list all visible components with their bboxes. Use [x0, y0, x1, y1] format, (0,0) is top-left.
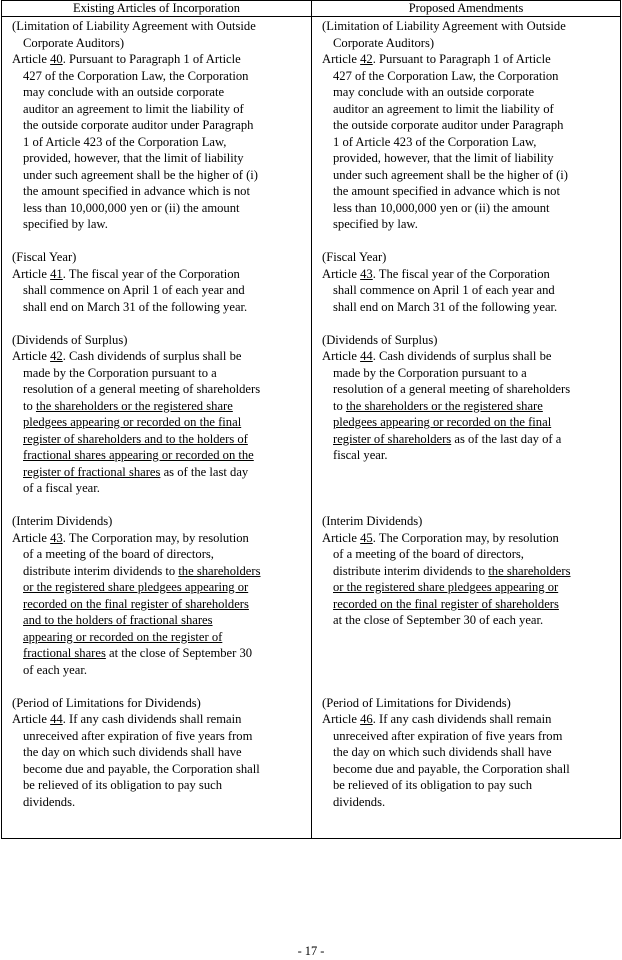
article-text-line [322, 101, 616, 118]
underlined-text: and to the holders of fractional shares [23, 613, 213, 627]
article-text-line [322, 216, 616, 233]
article-text-line [12, 414, 308, 431]
article-text-line [322, 68, 616, 85]
text-segment: may conclude with an outside corporate [333, 85, 535, 99]
text-segment: . The Corporation may, by resolution [62, 530, 249, 545]
text-segment: the amount specified in advance which is not [23, 184, 250, 198]
article-text-line [12, 431, 308, 448]
article-text-line [12, 728, 308, 745]
text-segment: under such agreement shall be the higher of (i) [23, 167, 258, 182]
article-text-line [12, 35, 308, 52]
text-segment: to [23, 398, 36, 413]
text-segment: . The fiscal year of the Corporation [62, 266, 240, 281]
underlined-text: 44 [360, 349, 373, 363]
article-text-line [12, 579, 308, 596]
article-text-line [322, 794, 616, 811]
article-text-line [12, 183, 308, 200]
text-segment: the day on which such dividends shall have [23, 745, 242, 759]
article-text-line [12, 530, 308, 547]
article-heading: (Period of Limitations for Dividends) [12, 695, 201, 710]
underlined-text: 44 [50, 712, 63, 726]
text-segment: be relieved of its obligation to pay such [333, 778, 533, 792]
text-segment: less than 10,000,000 yen or (ii) the amount [23, 200, 240, 215]
text-segment: provided, however, that the limit of liability [23, 151, 244, 165]
text-segment: . If any cash dividends shall remain [62, 712, 242, 726]
underlined-text: 41 [50, 266, 63, 281]
text-segment: . Pursuant to Paragraph 1 of Article [62, 52, 241, 66]
text-segment: Article [322, 530, 361, 545]
text-segment: . Pursuant to Paragraph 1 of Article [372, 52, 551, 66]
underlined-text: recorded on the final register of shareholders [333, 596, 559, 611]
article-heading: (Dividends of Surplus) [12, 332, 128, 347]
article-text-line [12, 299, 308, 316]
text-segment: made by the Corporation pursuant to a [23, 365, 217, 380]
existing-articles-column [12, 18, 308, 827]
underlined-text: register of shareholders [333, 431, 452, 446]
article-text-line [12, 761, 308, 778]
article-text-line [12, 612, 308, 629]
article-text-line [322, 563, 616, 580]
text-segment: at the close of September 30 of each year. [333, 613, 544, 627]
text-segment: Article [322, 712, 361, 726]
article-text-line [322, 134, 616, 151]
article-text-line [12, 711, 308, 728]
article-text-line [12, 216, 308, 233]
underlined-text: 43 [50, 530, 63, 545]
text-segment: specified by law. [23, 217, 108, 231]
underlined-text: 43 [360, 266, 373, 281]
text-segment: Article [12, 349, 51, 363]
underlined-text: recorded on the final register of shareholders [23, 596, 249, 611]
text-segment: 427 of the Corporation Law, the Corporation [333, 68, 559, 83]
text-segment: . If any cash dividends shall remain [372, 712, 552, 726]
text-segment: Article [12, 712, 51, 726]
article-text-line [12, 794, 308, 811]
text-segment: the amount specified in advance which is not [333, 184, 560, 198]
article-text-line [322, 299, 616, 316]
text-segment: fiscal year. [333, 448, 388, 462]
article-text-line [322, 35, 616, 52]
text-segment: Corporate Auditors) [23, 35, 125, 50]
underlined-text: register of shareholders and to the holders of [23, 431, 248, 446]
underlined-text: or the registered share pledgees appearing or [333, 580, 559, 594]
text-segment: to [333, 398, 346, 413]
article-text-line [322, 480, 616, 497]
article-text-line [322, 414, 616, 431]
text-segment: 1 of Article 423 of the Corporation Law, [333, 134, 537, 149]
article-text-line [322, 266, 616, 283]
text-segment: specified by law. [333, 217, 418, 231]
text-segment: the day on which such dividends shall have [333, 745, 552, 759]
text-segment: as of the last day [160, 464, 249, 479]
article-text-line [12, 348, 308, 365]
underlined-text: register of fractional shares [23, 464, 161, 479]
page-number: - 17 - [297, 944, 325, 958]
article-block [12, 332, 308, 497]
text-segment: of a meeting of the board of directors, [333, 547, 524, 561]
text-segment: unreceived after expiration of five years from [23, 728, 253, 743]
text-segment: . The Corporation may, by resolution [372, 530, 559, 545]
underlined-text: the shareholders or the registered share [35, 398, 233, 413]
underlined-text: 46 [360, 712, 373, 726]
text-segment: made by the Corporation pursuant to a [333, 365, 527, 380]
article-text-line [12, 777, 308, 794]
text-segment: resolution of a general meeting of shareholders [23, 382, 261, 396]
article-text-line [12, 464, 308, 481]
text-segment: distribute interim dividends to [333, 563, 489, 578]
underlined-text: or the registered share pledgees appearing or [23, 580, 249, 594]
article-heading: (Limitation of Liability Agreement with Outside [322, 19, 566, 33]
article-text-line [12, 398, 308, 415]
article-text-line [12, 68, 308, 85]
article-text-line [322, 381, 616, 398]
article-block [322, 18, 616, 233]
text-segment: less than 10,000,000 yen or (ii) the amount [333, 200, 550, 215]
article-heading: (Limitation of Liability Agreement with Outside [12, 19, 256, 33]
comparison-table [1, 0, 621, 839]
text-segment: . The fiscal year of the Corporation [372, 266, 550, 281]
text-segment: . Cash dividends of surplus shall be [62, 349, 242, 363]
article-text-line [12, 447, 308, 464]
article-text-line [322, 612, 616, 629]
column-divider [311, 1, 312, 838]
text-segment: under such agreement shall be the higher of (i) [333, 167, 568, 182]
article-text-line [12, 365, 308, 382]
article-text-line [322, 530, 616, 547]
article-heading: (Fiscal Year) [322, 250, 387, 264]
article-block [12, 249, 308, 315]
article-text-line [12, 150, 308, 167]
proposed-amendments-column [322, 18, 616, 827]
text-segment: 1 of Article 423 of the Corporation Law, [23, 134, 227, 149]
header-existing-articles: Existing Articles of Incorporation [73, 1, 240, 15]
text-segment: Article [12, 530, 51, 545]
article-text-line [322, 728, 616, 745]
article-text-line [12, 645, 308, 662]
article-text-line [12, 381, 308, 398]
article-text-line [322, 464, 616, 481]
text-segment: at the close of September 30 [105, 646, 253, 660]
article-block [12, 18, 308, 233]
text-segment: auditor an agreement to limit the liability of [333, 101, 554, 116]
underlined-text: pledgees appearing or recorded on the final [333, 415, 552, 429]
text-segment: Article [322, 52, 361, 66]
underlined-text: fractional shares appearing or recorded on the [23, 448, 254, 462]
text-segment: dividends. [333, 794, 386, 809]
article-text-line [322, 282, 616, 299]
article-text-line [12, 629, 308, 646]
underlined-text: appearing or recorded on the register of [23, 629, 223, 644]
article-heading: (Interim Dividends) [12, 514, 113, 528]
text-segment: Article [322, 349, 361, 363]
article-text-line [322, 662, 616, 679]
article-text-line [12, 134, 308, 151]
text-segment: the outside corporate auditor under Paragraph [23, 118, 254, 132]
underlined-text: the shareholders [488, 563, 571, 578]
article-text-line [322, 777, 616, 794]
text-segment: become due and payable, the Corporation shall [23, 761, 260, 776]
text-segment: the outside corporate auditor under Paragraph [333, 118, 564, 132]
text-segment: of a fiscal year. [23, 481, 100, 495]
article-text-line [322, 711, 616, 728]
article-text-line [322, 447, 616, 464]
article-text-line [12, 101, 308, 118]
article-text-line [322, 365, 616, 382]
article-text-line [12, 282, 308, 299]
text-segment: of a meeting of the board of directors, [23, 547, 214, 561]
underlined-text: 40 [50, 52, 63, 66]
text-segment: shall end on March 31 of the following year. [23, 299, 248, 314]
article-heading: (Period of Limitations for Dividends) [322, 695, 511, 710]
text-segment: may conclude with an outside corporate [23, 85, 225, 99]
text-segment: . Cash dividends of surplus shall be [372, 349, 552, 363]
article-text-line [12, 84, 308, 101]
text-segment: of each year. [23, 662, 87, 677]
underlined-text: the shareholders or the registered share [345, 398, 543, 413]
article-text-line [322, 744, 616, 761]
text-segment: auditor an agreement to limit the liability of [23, 101, 244, 116]
text-segment: unreceived after expiration of five years from [333, 728, 563, 743]
article-text-line [12, 662, 308, 679]
article-text-line [322, 579, 616, 596]
article-text-line [12, 563, 308, 580]
article-text-line [322, 348, 616, 365]
article-heading: (Fiscal Year) [12, 250, 77, 264]
underlined-text: 42 [50, 349, 63, 363]
article-block [12, 513, 308, 678]
article-block [12, 695, 308, 811]
article-text-line [322, 645, 616, 662]
article-text-line [322, 431, 616, 448]
article-text-line [322, 84, 616, 101]
text-segment: provided, however, that the limit of liability [333, 151, 554, 165]
article-text-line [322, 183, 616, 200]
text-segment: as of the last day of a [451, 431, 562, 446]
text-segment: dividends. [23, 794, 76, 809]
article-text-line [12, 266, 308, 283]
article-text-line [322, 398, 616, 415]
article-text-line [12, 51, 308, 68]
text-segment: resolution of a general meeting of shareholders [333, 382, 571, 396]
article-text-line [322, 761, 616, 778]
article-text-line [12, 480, 308, 497]
text-segment: Article [12, 266, 51, 281]
article-text-line [322, 150, 616, 167]
article-text-line [12, 744, 308, 761]
article-text-line [12, 546, 308, 563]
article-text-line [322, 167, 616, 184]
text-segment: distribute interim dividends to [23, 563, 179, 578]
text-segment: be relieved of its obligation to pay such [23, 778, 223, 792]
underlined-text: 45 [360, 530, 373, 545]
article-text-line [12, 596, 308, 613]
underlined-text: the shareholders [178, 563, 261, 578]
article-text-line [322, 546, 616, 563]
article-block [322, 513, 616, 678]
text-segment: shall end on March 31 of the following year. [333, 299, 558, 314]
text-segment: 427 of the Corporation Law, the Corporation [23, 68, 249, 83]
header-proposed-amendments: Proposed Amendments [408, 1, 524, 15]
text-segment: Article [322, 266, 361, 281]
article-text-line [322, 200, 616, 217]
text-segment: become due and payable, the Corporation shall [333, 761, 570, 776]
text-segment: Article [12, 52, 51, 66]
article-text-line [322, 596, 616, 613]
underlined-text: 42 [360, 52, 373, 66]
text-segment: shall commence on April 1 of each year and [333, 283, 555, 297]
article-text-line [12, 200, 308, 217]
underlined-text: pledgees appearing or recorded on the final [23, 415, 242, 429]
article-text-line [12, 167, 308, 184]
article-heading: (Dividends of Surplus) [322, 332, 438, 347]
article-block [322, 249, 616, 315]
article-text-line [322, 51, 616, 68]
article-block [322, 695, 616, 811]
article-block [322, 332, 616, 497]
article-text-line [12, 117, 308, 134]
underlined-text: fractional shares [23, 646, 106, 660]
article-text-line [322, 117, 616, 134]
text-segment: Corporate Auditors) [333, 35, 435, 50]
text-segment: shall commence on April 1 of each year and [23, 283, 245, 297]
article-heading: (Interim Dividends) [322, 514, 423, 528]
article-text-line [322, 629, 616, 646]
